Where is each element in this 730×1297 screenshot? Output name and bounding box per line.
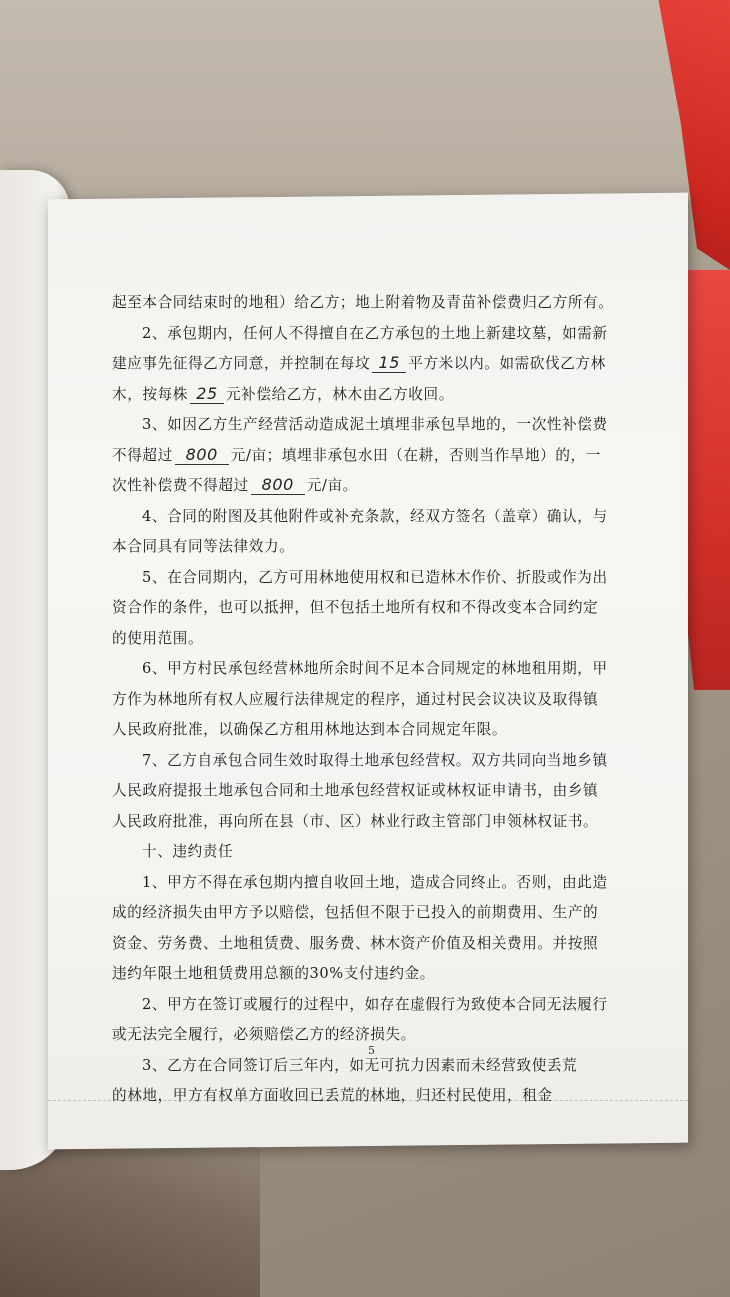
text-line <box>112 685 622 716</box>
text-run: 或无法完全履行，必须赔偿乙方的经济损失。 <box>112 1026 416 1043</box>
text-run: 3、如因乙方生产经营活动造成泥土填埋非承包旱地的，一次性补偿费 <box>142 416 608 433</box>
text-line <box>112 898 622 929</box>
text-run: 2、承包期内，任何人不得擅自在乙方承包的土地上新建坟墓，如需新 <box>142 324 608 342</box>
floor-background <box>0 0 730 200</box>
text-line <box>112 563 622 594</box>
text-run: 平方米以内。如需砍伐乙方林 <box>408 355 606 372</box>
text-run: 的林地，甲方有权单方面收回已丢荒的林地，归还村民使用，租金 <box>112 1087 553 1104</box>
handwritten-value: 25 <box>190 385 224 404</box>
text-run: 人民政府提报土地承包合同和土地承包经营权证或林权证申请书，由乡镇 <box>112 782 599 799</box>
text-line <box>112 1081 622 1112</box>
text-line <box>112 532 622 563</box>
text-run: 人民政府批准，以确保乙方租用林地达到本合同规定年限。 <box>112 721 508 738</box>
text-line <box>112 807 622 838</box>
text-run: 次性补偿费不得超过 <box>112 477 249 494</box>
text-run: 人民政府批准，再向所在县（市、区）林业行政主管部门申领林权证书。 <box>112 812 599 830</box>
text-run: 3、乙方在合同签订后三年内，如无可抗力因素而未经营致使丢荒 <box>142 1056 578 1074</box>
text-line <box>112 746 622 777</box>
text-line <box>112 1020 622 1051</box>
text-line <box>112 776 622 807</box>
text-line <box>112 715 622 746</box>
text-run: 2、甲方在签订或履行的过程中，如存在虚假行为致使本合同无法履行 <box>142 995 608 1013</box>
text-line <box>112 349 622 380</box>
text-run: 不得超过 <box>112 446 173 464</box>
text-line <box>112 624 622 655</box>
contract-text <box>112 288 622 1112</box>
text-line <box>112 654 622 685</box>
text-line <box>112 288 622 319</box>
text-run: 元补偿给乙方，林木由乙方收回。 <box>225 385 454 403</box>
text-run: 资合作的条件，也可以抵押，但不包括土地所有权和不得改变本合同约定 <box>112 599 599 616</box>
text-run: 元/亩；填埋非承包水田（在耕，否则当作旱地）的，一 <box>230 446 601 464</box>
text-run: 成的经济损失由甲方予以赔偿，包括但不限于已投入的前期费用、生产的 <box>112 904 599 921</box>
handwritten-value: 800 <box>251 476 305 495</box>
text-run: 1、甲方不得在承包期内擅自收回土地，造成合同终止。否则，由此造 <box>142 873 608 891</box>
text-line <box>112 929 622 960</box>
handwritten-value: 800 <box>175 446 229 465</box>
page-number: 5 <box>368 1044 375 1057</box>
text-run: 木，按每株 <box>112 385 188 403</box>
text-line <box>112 990 622 1021</box>
text-run: 元/亩。 <box>306 477 358 494</box>
text-run: 本合同具有同等法律效力。 <box>112 538 295 555</box>
text-run: 资金、劳务费、土地租赁费、服务费、林木资产价值及相关费用。并按照 <box>112 934 599 952</box>
handwritten-value: 15 <box>372 354 406 373</box>
text-line <box>112 959 622 990</box>
text-run: 5、在合同期内，乙方可用林地使用权和已造林木作价、折股或作为出 <box>142 568 608 586</box>
text-line <box>112 837 622 868</box>
text-line <box>112 380 622 411</box>
text-line <box>112 593 622 624</box>
text-line <box>112 1051 622 1082</box>
text-line <box>112 471 622 502</box>
text-run: 十、违约责任 <box>142 843 234 860</box>
text-line <box>112 868 622 899</box>
text-run: 起至本合同结束时的地租）给乙方；地上附着物及青苗补偿费归乙方所有。 <box>112 294 614 311</box>
text-run: 4、合同的附图及其他附件或补充条款，经双方签名（盖章）确认，与 <box>142 507 608 525</box>
text-line <box>112 410 622 441</box>
text-line <box>112 441 622 472</box>
text-run: 7、乙方自承包合同生效时取得土地承包经营权。双方共同向当地乡镇 <box>142 751 608 769</box>
text-run: 的使用范围。 <box>112 629 204 647</box>
text-line <box>112 502 622 533</box>
text-run: 6、甲方村民承包经营林地所余时间不足本合同规定的林地租用期，甲 <box>142 660 608 677</box>
text-run: 违约年限土地租赁费用总额的30%支付违约金。 <box>112 965 435 982</box>
text-run: 建应事先征得乙方同意，并控制在每坟 <box>112 355 371 372</box>
text-line <box>112 319 622 350</box>
text-run: 方作为林地所有权人应履行法律规定的程序，通过村民会议决议及取得镇 <box>112 690 599 708</box>
